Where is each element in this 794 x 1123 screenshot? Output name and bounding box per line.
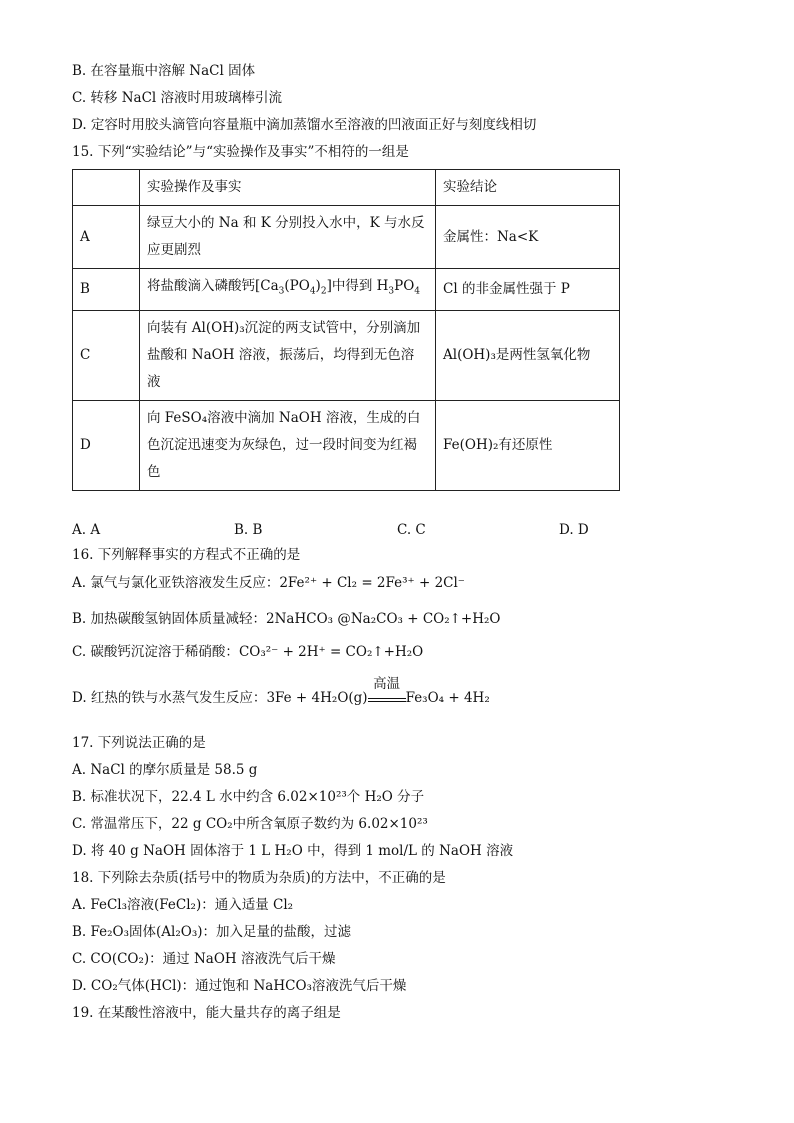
q16-option-d bbox=[72, 676, 490, 708]
q17-option-d: D. 将 40 g NaOH 固体溶于 1 L H₂O 中，得到 1 mol/L 的 NaOH 溶液 bbox=[72, 843, 514, 859]
row-conclusion: Fe(OH)₂有还原性 bbox=[436, 400, 620, 490]
equation: 2Fe²⁺ + Cl₂ = 2Fe³⁺ + 2Cl⁻ bbox=[279, 575, 465, 591]
operation-line: 液 bbox=[147, 373, 161, 390]
operation-text: ]中得到 H bbox=[326, 278, 389, 294]
operation-text: PO bbox=[394, 278, 415, 294]
q18-option-c: C. CO(CO₂)：通过 NaOH 溶液洗气后干燥 bbox=[72, 951, 336, 967]
table-row bbox=[73, 206, 620, 269]
operation-line: 色沉淀迅速变为灰绿色，过一段时间变为红褐 bbox=[147, 436, 417, 453]
q16-option-c bbox=[72, 642, 423, 662]
q17-stem: 17. 下列说法正确的是 bbox=[72, 735, 206, 751]
row-operation bbox=[140, 269, 436, 311]
option-text: B. 加热碳酸氢钠固体质量减轻： bbox=[72, 611, 267, 627]
operation-line: 色 bbox=[147, 463, 161, 480]
equals-bar bbox=[368, 698, 406, 702]
q14-option-b: B. 在容量瓶中溶解 NaCl 固体 bbox=[72, 63, 256, 79]
q15-table bbox=[72, 169, 620, 491]
row-key: D bbox=[73, 400, 140, 490]
q15-stem: 15. 下列“实验结论”与“实验操作及事实”不相符的一组是 bbox=[72, 144, 409, 160]
subscript: 4 bbox=[414, 286, 421, 297]
q16-stem: 16. 下列解释事实的方程式不正确的是 bbox=[72, 547, 301, 563]
row-operation bbox=[140, 310, 436, 400]
q17-option-b: B. 标准状况下，22.4 L 水中约含 6.02×10²³个 H₂O 分子 bbox=[72, 789, 425, 805]
operation-line: 应更剧烈 bbox=[147, 242, 201, 258]
equation: 2NaHCO₃ @Na₂CO₃ + CO₂↑+H₂O bbox=[266, 611, 501, 627]
table-row bbox=[73, 310, 620, 400]
row-operation bbox=[140, 206, 436, 269]
equation-left: 3Fe + 4H₂O(g) bbox=[266, 690, 368, 706]
q17-option-c: C. 常温常压下，22 g CO₂中所含氧原子数约为 6.02×10²³ bbox=[72, 816, 428, 832]
operation-line: 向 FeSO₄溶液中滴加 NaOH 溶液，生成的白 bbox=[147, 409, 421, 426]
table-row bbox=[73, 269, 620, 311]
table-header-row bbox=[73, 170, 620, 206]
subscript: 4 bbox=[309, 286, 316, 297]
q18-option-d: D. CO₂气体(HCl)：通过饱和 NaHCO₃溶液洗气后干燥 bbox=[72, 978, 407, 994]
q18-option-b: B. Fe₂O₃固体(Al₂O₃)：加入足量的盐酸，过滤 bbox=[72, 924, 352, 940]
q19-stem: 19. 在某酸性溶液中，能大量共存的离子组是 bbox=[72, 1005, 341, 1021]
operation-line: 绿豆大小的 Na 和 K 分别投入水中，K 与水反 bbox=[147, 215, 425, 231]
q15-option-c: C. C bbox=[397, 522, 426, 538]
q17-option-a: A. NaCl 的摩尔质量是 58.5 g bbox=[72, 762, 258, 778]
row-key: C bbox=[73, 310, 140, 400]
operation-line: 盐酸和 NaOH 溶液，振荡后，均得到无色溶 bbox=[147, 346, 415, 363]
equation: CO₃²⁻ + 2H⁺ = CO₂↑+H₂O bbox=[238, 644, 424, 660]
q15-option-d: D. D bbox=[559, 522, 589, 538]
operation-text: ) bbox=[315, 278, 321, 294]
q18-stem: 18. 下列除去杂质(括号中的物质为杂质)的方法中，不正确的是 bbox=[72, 870, 446, 886]
subscript: 2 bbox=[320, 286, 327, 297]
table-row bbox=[73, 400, 620, 490]
operation-text: 将盐酸滴入磷酸钙[Ca bbox=[147, 278, 279, 294]
row-conclusion: Al(OH)₃是两性氢氧化物 bbox=[436, 310, 620, 400]
operation-line: 向装有 Al(OH)₃沉淀的两支试管中，分别滴加 bbox=[147, 319, 421, 336]
subscript: 3 bbox=[278, 286, 285, 297]
table-header-cell: 实验结论 bbox=[436, 170, 620, 206]
q15-option-b: B. B bbox=[234, 522, 263, 538]
option-text: A. 氯气与氯化亚铁溶液发生反应： bbox=[72, 575, 280, 591]
q14-option-c: C. 转移 NaCl 溶液时用玻璃棒引流 bbox=[72, 90, 283, 106]
table-header-cell: 实验操作及事实 bbox=[140, 170, 436, 206]
row-conclusion: Cl 的非金属性强于 P bbox=[436, 269, 620, 311]
q18-option-a: A. FeCl₃溶液(FeCl₂)：通入适量 Cl₂ bbox=[72, 897, 294, 913]
q15-option-a: A. A bbox=[72, 522, 101, 538]
option-text: D. 红热的铁与水蒸气发生反应： bbox=[72, 690, 267, 706]
subscript: 3 bbox=[388, 286, 395, 297]
table-header-cell bbox=[73, 170, 140, 206]
q16-option-a bbox=[72, 573, 465, 593]
row-key: B bbox=[73, 269, 140, 311]
equation-right: Fe₃O₄ + 4H₂ bbox=[405, 690, 490, 706]
condition-label: 高温 bbox=[373, 676, 401, 692]
reaction-condition bbox=[368, 676, 406, 702]
row-operation bbox=[140, 400, 436, 490]
q15-options bbox=[72, 520, 589, 540]
operation-text: (PO bbox=[284, 278, 310, 294]
q14-option-d: D. 定容时用胶头滴管向容量瓶中滴加蒸馏水至溶液的凹液面正好与刻度线相切 bbox=[72, 117, 537, 133]
row-key: A bbox=[73, 206, 140, 269]
q16-option-b bbox=[72, 609, 501, 629]
option-text: C. 碳酸钙沉淀溶于稀硝酸： bbox=[72, 644, 239, 660]
row-conclusion: 金属性：Na<K bbox=[436, 206, 620, 269]
